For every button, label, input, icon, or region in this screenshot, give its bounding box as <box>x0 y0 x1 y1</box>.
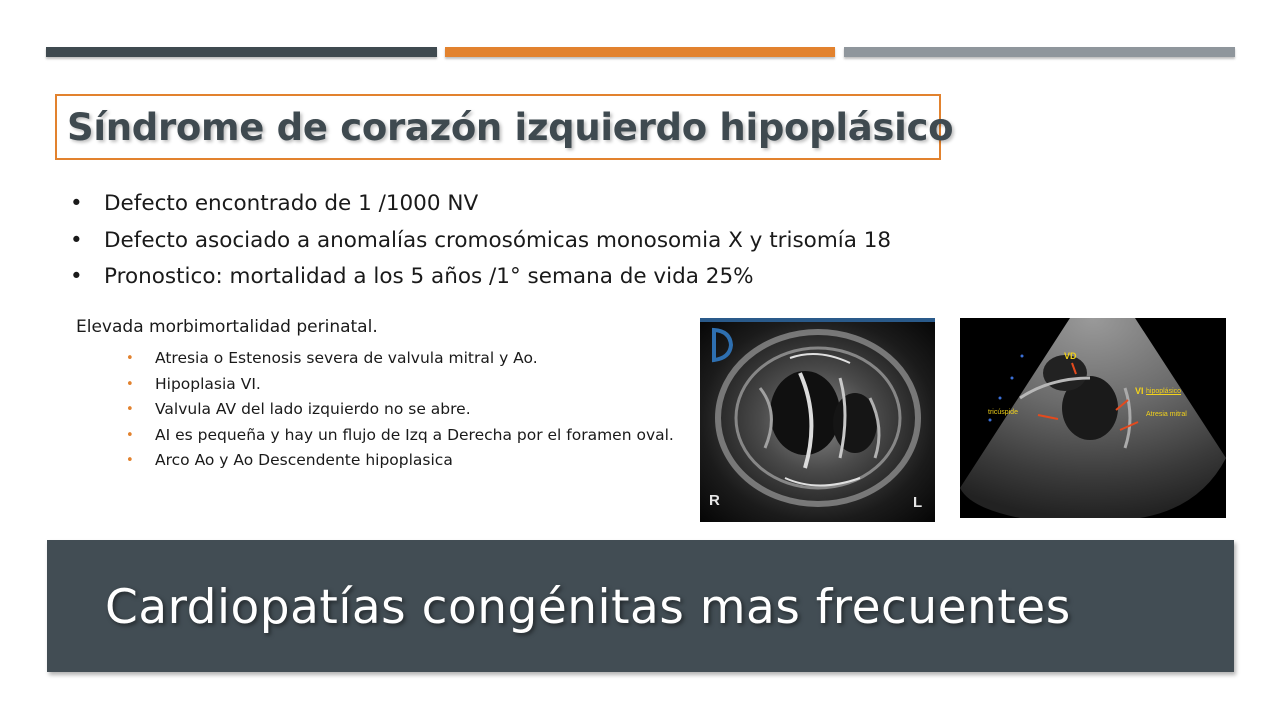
footer-banner <box>47 540 1234 672</box>
main-bullet: • Defecto asociado a anomalías cromosómicas monosomia X y trisomía 18 <box>70 223 891 260</box>
label-vd: VD <box>1064 351 1077 361</box>
image-marker-l: L <box>913 494 923 511</box>
label-atresia-mitral: Atresia mitral <box>1146 411 1187 418</box>
label-vi: VI <box>1135 386 1144 396</box>
top-accent-bar-dark <box>46 47 437 57</box>
sub-bullet-list <box>126 346 686 474</box>
echocardiogram-image <box>960 318 1226 518</box>
footer-title: Cardiopatías congénitas mas frecuentes <box>105 580 1071 635</box>
sub-bullet: • AI es pequeña y hay un flujo de Izq a Derecha por el foramen oval. <box>126 423 686 449</box>
sub-bullet: • Valvula AV del lado izquierdo no se abre. <box>126 397 686 423</box>
sub-bullet: • Arco Ao y Ao Descendente hipoplasica <box>126 448 686 474</box>
main-bullet: • Defecto encontrado de 1 /1000 NV <box>70 186 891 223</box>
sub-bullet: • Hipoplasia VI. <box>126 372 686 398</box>
sub-heading: Elevada morbimortalidad perinatal. <box>76 317 378 337</box>
main-bullet: • Pronostico: mortalidad a los 5 años /1° semana de vida 25% <box>70 259 891 296</box>
top-accent-bar-gray <box>844 47 1235 57</box>
fetal-echo-image <box>700 318 935 522</box>
top-accent-bar-orange <box>445 47 835 57</box>
slide-title: Síndrome de corazón izquierdo hipoplásico <box>67 106 954 149</box>
main-bullet-list <box>70 186 891 296</box>
sub-bullet: • Atresia o Estenosis severa de valvula mitral y Ao. <box>126 346 686 372</box>
label-tricuspide: tricúspide <box>988 409 1018 416</box>
image-marker-r: R <box>709 492 720 509</box>
slide-title-box <box>55 94 954 160</box>
label-hipoplasico: hipoplásico <box>1146 388 1182 395</box>
